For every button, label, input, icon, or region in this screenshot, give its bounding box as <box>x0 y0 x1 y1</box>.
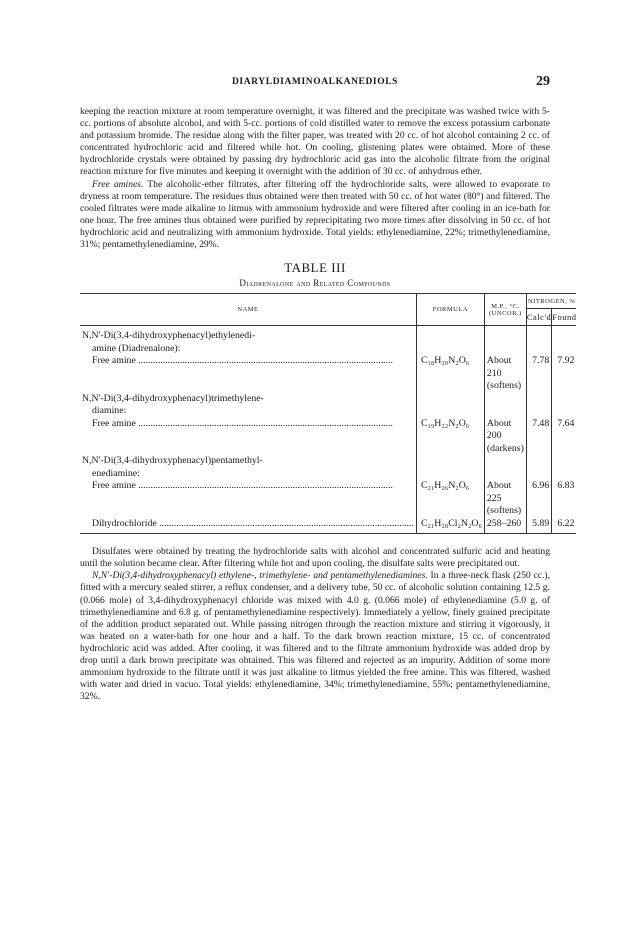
compound-label: Free amine ..... <box>80 480 416 505</box>
mp-note-cell: (softens) <box>484 505 526 518</box>
found-cell: 7.64 <box>552 418 577 443</box>
header-calcd: Calc'd <box>526 309 551 326</box>
running-head <box>80 74 550 92</box>
table-row <box>80 443 576 456</box>
paragraph-text: Disulfates were obtained by treating the hydrochloride salts with alcohol and concentrated sulfuric acid and heating until the solution became clear. After filtering while hot and upon cooling, the disulfate salts were precipitated out. <box>80 546 550 570</box>
group-heading: N,N'-Di(3,4-dihydroxyphenacyl)ethylenedi- <box>82 330 256 342</box>
table-row <box>80 393 576 406</box>
table-row <box>80 418 576 443</box>
table-row <box>80 330 576 343</box>
group-heading: enediamine: <box>92 467 140 479</box>
table-row <box>80 505 576 518</box>
mp-cell: About 200 <box>484 418 526 443</box>
calcd-cell: 6.96 <box>526 480 551 505</box>
formula-cell: C₁₉H₂₂N₂O₆ <box>416 418 484 443</box>
found-cell: 6.22 <box>552 518 577 534</box>
paragraph-continuation <box>80 106 550 179</box>
page <box>80 74 577 703</box>
table-row <box>80 380 576 393</box>
paragraph-text: In a three-neck flask (250 cc.), fitted with a mercury sealed stirrer, a reflux condenser, and a delivery tube, 50 cc. of alcoholic solution containing 12.5 g. (0.066 mole) of 3,4-dihydroxyphenacyl chloride was mixed with 4.0 g. (0.066 mole) of ethylenediamine (5.0 g. of trimethylenediamine and 6.8 g. of pentamethylenediamine respectively). Immediately a yellow, finely grained precipitate of the addition product separated out. While passing nitrogen through the reaction mixture and stirring it vigorously, it was heated on a water-bath for one hour and a half. To the dark brown reaction mixture, 15 cc. of concentrated hydrochloric acid was added. After cooling, it was filtered and to the filtrate ammonium hydroxide was added drop by drop until a dark brown precipitate was obtained. This was filtered and rejected as an impurity. Addition of some more ammonium hydroxide to the filtrate until it was just alkaline to litmus yielded the free amine. This was filtered, washed with water and dried in vacuo. Total yields: ethylenediamine, 34%; trimethylenediamine, 55%; pentamethylenediamine, 32%. <box>80 570 550 703</box>
table-row <box>80 518 576 534</box>
mp-note-cell: (softens) <box>484 380 526 393</box>
header-mp-label: M.P., °C. <box>491 302 520 310</box>
found-cell: 7.92 <box>552 355 577 380</box>
group-heading: amine (Diadrenalone): <box>92 342 181 354</box>
page-number: 29 <box>536 74 550 89</box>
paragraph-lead: N,N'-Di(3,4-dihydroxyphenacyl) ethylene-, trimethylene- and pentamethylenediamines. <box>92 570 428 582</box>
table-row <box>80 343 576 356</box>
table-row <box>80 480 576 505</box>
running-title: DIARYLDIAMINOALKANEDIOLS <box>231 77 399 87</box>
paragraph-lead: Free amines. <box>92 178 144 190</box>
table-row <box>80 468 576 481</box>
formula-cell: C₂₁H₂₈Cl₂N₂O₆ <box>416 518 484 534</box>
header-name: NAME <box>80 294 416 326</box>
mp-cell: 258–260 <box>484 518 526 534</box>
table-title: TABLE III <box>284 260 346 276</box>
header-nitrogen: NITROGEN, % <box>526 294 576 309</box>
group-heading: diamine: <box>92 405 127 417</box>
compound-label: Dihydrochloride ..... <box>80 518 416 534</box>
compound-label: Free amine ..... <box>80 418 416 443</box>
formula-cell: C₂₁H₂₆N₂O₆ <box>416 480 484 505</box>
compounds-table <box>80 293 576 534</box>
table-row <box>80 355 576 380</box>
header-mp <box>484 294 526 326</box>
header-found: Found <box>552 309 577 326</box>
header-mp-note: (UNCOR.) <box>489 309 522 317</box>
found-cell: 6.83 <box>552 480 577 505</box>
table-subtitle: Diadrenalone and Related Compounds <box>239 278 391 289</box>
paragraph-text: keeping the reaction mixture at room temperature overnight, it was filtered and the precipitate was washed twice with 5-cc. portions of absolute alcohol, and with 5-cc. portions of cold distilled water to remove the excess potassium carbonate and potassium bromide. The residue along with the filter paper, was treated with 20 cc. of hot alcohol containing 2 cc. of concentrated hydrochloric acid and filtered while hot. On cooling, glistening plates were obtained. More of these hydrochloride crystals were obtained by passing dry hydrochloric acid gas into the alcoholic filtrate from the original reaction mixture for five minutes and keeping it overnight with the addition of 30 cc. of anhydrous ether. <box>80 106 550 178</box>
mp-cell: About 225 <box>484 480 526 505</box>
group-heading: N,N'-Di(3,4-dihydroxyphenacyl)pentamethyl- <box>82 455 263 467</box>
formula-cell: C₁₈H₂₀N₂O₆ <box>416 355 484 380</box>
header-formula: FORMULA <box>416 294 484 326</box>
calcd-cell: 5.89 <box>526 518 551 534</box>
group-heading: N,N'-Di(3,4-dihydroxyphenacyl)trimethylene- <box>82 392 264 404</box>
paragraph-disulfates <box>80 546 550 570</box>
paragraph-text: The alcoholic-ether filtrates, after filtering off the hydrochloride salts, were allowed to evaporate to dryness at room temperature. The residues thus obtained were then treated with 50 cc. of hot water (80°) and filtered. The cooled filtrates were made alkaline to litmus with ammonium hydroxide and were filtered after cooling in an ice-bath for one hour. The free amines thus obtained were purified by reprecipitating two more times after dissolving in 50 cc. of hot hydrochloric acid and neutralizing with ammonium hydroxide. Total yields: ethylenediamine, 22%; trimethylenediamine, 31%; pentamethylenediamine, 29%. <box>80 178 550 251</box>
table-row <box>80 405 576 418</box>
paragraph-synthesis <box>80 570 550 703</box>
mp-cell: About 210 <box>484 355 526 380</box>
table-row <box>80 455 576 468</box>
calcd-cell: 7.78 <box>526 355 551 380</box>
paragraph-free-amines <box>80 179 550 252</box>
calcd-cell: 7.48 <box>526 418 551 443</box>
mp-note-cell: (darkens) <box>484 443 526 456</box>
compound-label: Free amine ..... <box>80 355 416 380</box>
